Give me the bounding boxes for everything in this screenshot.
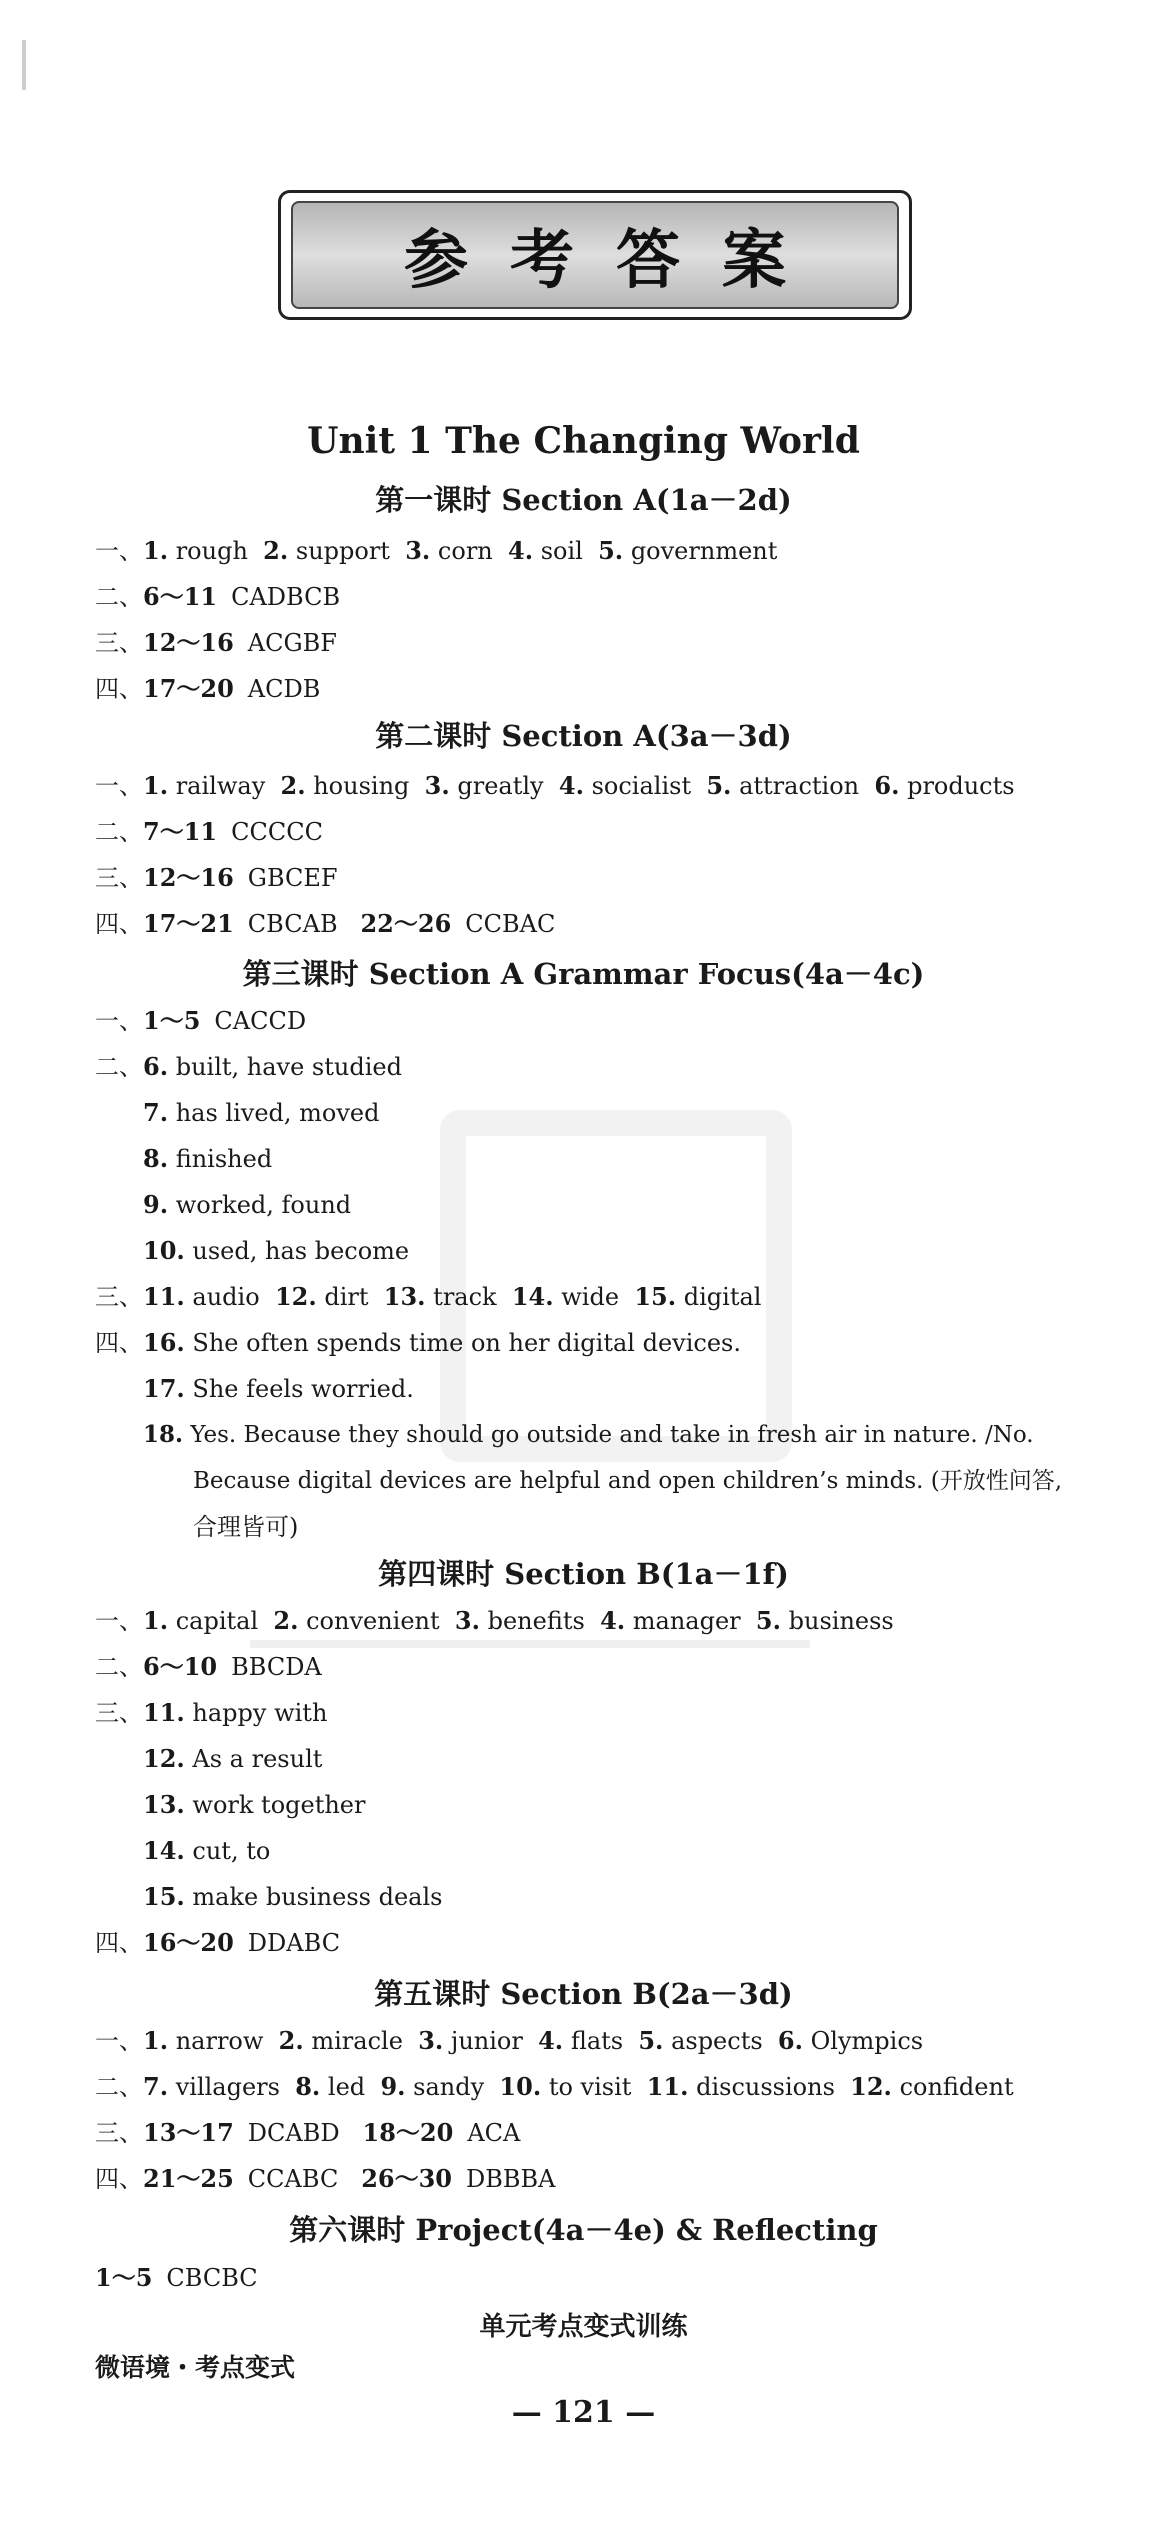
s4-line-3: 三、11. happy with — [95, 1698, 328, 1727]
s3-line-12: 合理皆可) — [193, 1513, 299, 1541]
s3-line-7: 三、11. audio 12. dirt 13. track 14. wide 15. digital — [95, 1282, 762, 1311]
page-number: — 121 — — [511, 2395, 656, 2430]
banner-title: 参考答案 — [404, 224, 828, 298]
s4-line-8: 四、16～20 DDABC — [95, 1928, 341, 1957]
s5-line-1: 一、1. narrow 2. miracle 3. junior 4. flats 5. aspects 6. Olympics — [95, 2026, 924, 2055]
s3-line-6: 10. used, has become — [143, 1236, 410, 1265]
s4-line-1: 一、1. capital 2. convenient 3. benefits 4. manager 5. business — [95, 1606, 894, 1635]
s4-line-7: 15. make business deals — [143, 1882, 443, 1911]
section-3-title: 第三课时 Section A Grammar Focus(4a－4c) — [242, 957, 925, 991]
s3-line-5: 9. worked, found — [143, 1190, 352, 1219]
section-6-title: 第六课时 Project(4a－4e) & Reflecting — [289, 2213, 878, 2247]
s4-line-4: 12. As a result — [143, 1744, 323, 1773]
s5-line-3: 三、13～17 DCABD 18～20 ACA — [95, 2118, 521, 2147]
s2-line-1: 一、1. railway 2. housing 3. greatly 4. socialist 5. attraction 6. products — [95, 771, 1015, 800]
s3-line-4: 8. finished — [143, 1144, 273, 1173]
s1-line-3: 三、12～16 ACGBF — [95, 628, 337, 657]
section-5-title: 第五课时 Section B(2a－3d) — [374, 1977, 793, 2011]
s2-line-2: 二、7～11 CCCCC — [95, 817, 323, 846]
unit-exercise-subtitle: 单元考点变式训练 — [479, 2312, 688, 2342]
s4-line-5: 13. work together — [143, 1790, 366, 1819]
s3-line-1: 一、1～5 CACCD — [95, 1006, 307, 1035]
s3-line-3: 7. has lived, moved — [143, 1098, 380, 1127]
banner-inner — [291, 201, 899, 309]
s3-line-11: Because digital devices are helpful and open children’s minds. (开放性问答, — [193, 1468, 1063, 1494]
s3-line-8: 四、16. She often spends time on her digital devices. — [95, 1328, 741, 1357]
s2-line-3: 三、12～16 GBCEF — [95, 863, 338, 892]
footer-series-title: 微语境・考点变式 — [95, 2353, 296, 2382]
section-1-title: 第一课时 Section A(1a－2d) — [375, 483, 792, 517]
s1-line-4: 四、17～20 ACDB — [95, 674, 321, 703]
s1-line-2: 二、6～11 CADBCB — [95, 582, 341, 611]
s1-line-1: 一、1. rough 2. support 3. corn 4. soil 5. government — [95, 536, 778, 565]
s5-line-4: 四、21～25 CCABC 26～30 DBBBA — [95, 2164, 556, 2193]
s4-line-6: 14. cut, to — [143, 1836, 271, 1865]
section-4-title: 第四课时 Section B(1a－1f) — [378, 1557, 789, 1591]
s6-line-1: 1～5 CBCBC — [95, 2263, 258, 2292]
scan-mark — [22, 40, 26, 90]
s3-line-10: 18. Yes. Because they should go outside and take in fresh air in nature. /No. — [143, 1421, 1034, 1448]
s3-line-9: 17. She feels worried. — [143, 1374, 414, 1403]
s3-line-2: 二、6. built, have studied — [95, 1052, 402, 1081]
section-2-title: 第二课时 Section A(3a－3d) — [375, 719, 792, 753]
unit-title: Unit 1 The Changing World — [307, 420, 860, 462]
s2-line-4: 四、17～21 CBCAB 22～26 CCBAC — [95, 909, 556, 938]
s4-line-2: 二、6～10 BBCDA — [95, 1652, 322, 1681]
s5-line-2: 二、7. villagers 8. led 9. sandy 10. to visit 11. discussions 12. confident — [95, 2072, 1014, 2101]
answer-key-banner — [278, 190, 912, 320]
